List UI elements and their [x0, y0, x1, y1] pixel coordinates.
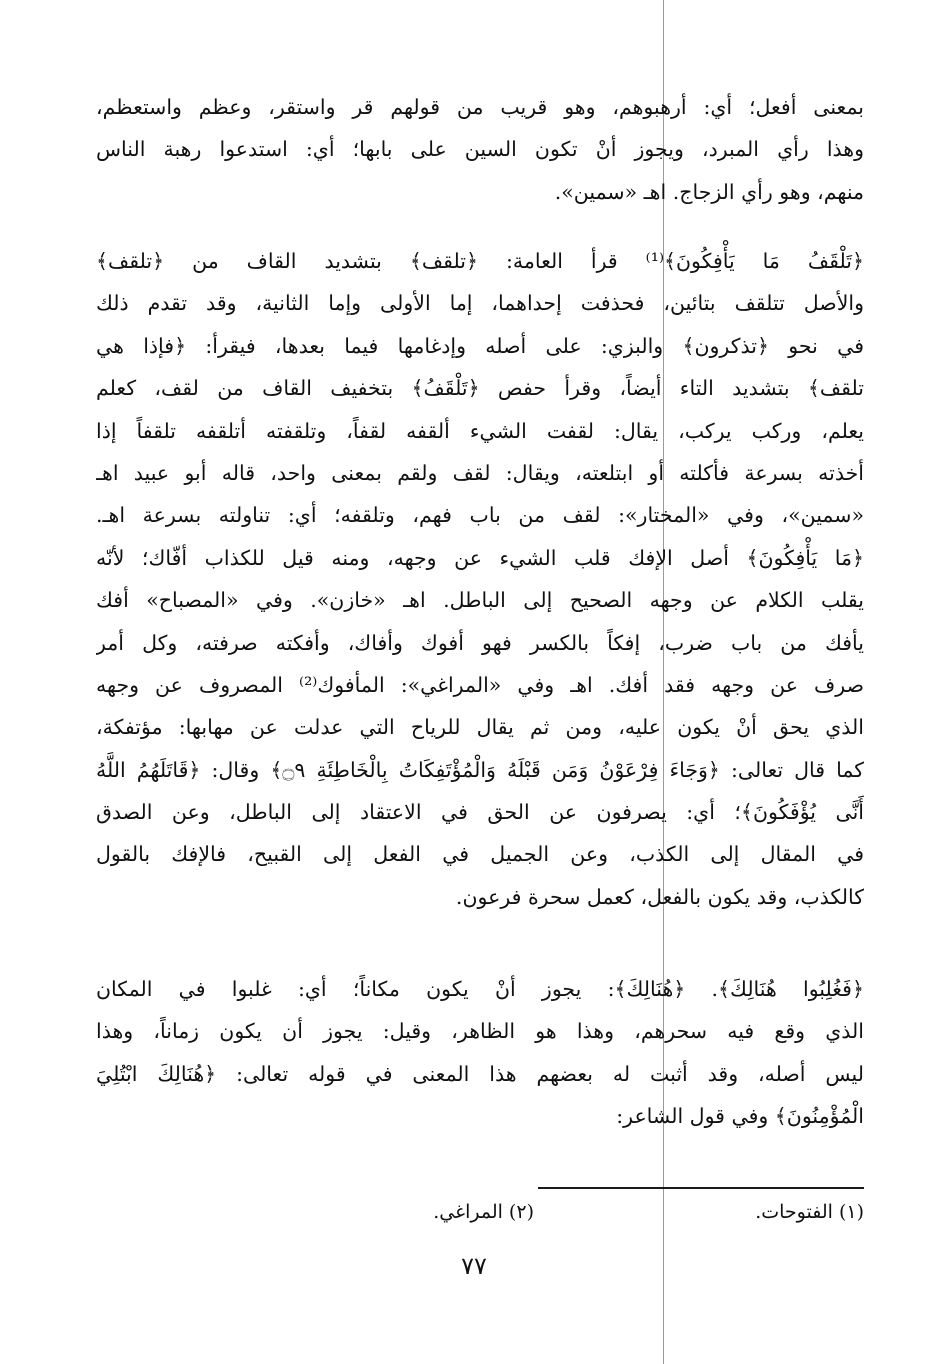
- text-line: يعلم، وركب يركب، يقال: لقفت الشيء ألقفه لقفاً، وتلقفته أتلقفه تلقفاً إذا: [96, 418, 864, 443]
- text-line: ﴿مَا يَأْفِكُونَ﴾ أصل الإفك قلب الشيء عن وجهه، ومنه قيل للكذاب أفّاك؛ لأنّه: [96, 545, 864, 570]
- text-line: الذي يحق أنْ يكون عليه، ومن ثم يقال للرياح التي عدلت عن مهابها: مؤتفكة،: [96, 715, 864, 740]
- text-line: الْمُؤْمِنُونَ﴾ وفي قول الشاعر:: [616, 1104, 864, 1129]
- text-line: ليس أصله، وقد أثبت له بعضهم هذا المعنى في قوله تعالى: ﴿هُنَالِكَ ابْتُلِيَ: [96, 1061, 864, 1086]
- footnote-1: (١) الفتوحات.: [755, 1201, 864, 1223]
- text-line: والأصل تتلقف بتائين، فحذفت إحداهما، إما الأولى وإما الثانية، وقد تقدم ذلك: [96, 291, 864, 316]
- page-number: ٧٧: [461, 1252, 487, 1280]
- text-line: يأفك من باب ضرب، إفكاً بالكسر فهو أفوك وأفاك، وأفكته صرفته، وكل أمر: [96, 630, 864, 655]
- text-line: بمعنى أفعل؛ أي: أرهبوهم، وهو قريب من قولهم قر واستقر، وعظم واستعظم،: [96, 95, 864, 119]
- text-line: في نحو ﴿تذكرون﴾ والبزي: على أصله وإدغامها فيما بعدها، فيقرأ: ﴿فإذا هي: [96, 333, 864, 358]
- text-line: ﴿تَلْقَفُ مَا يَأْفِكُونَ﴾⁽¹⁾ قرأ العامة: ﴿تلقف﴾ بتشديد القاف من ﴿تلقف﴾: [96, 249, 864, 273]
- footnote-2: (٢) المراغي.: [433, 1201, 534, 1223]
- text-line: أخذته بسرعة فأكلته أو ابتلعته، ويقال: لقف ولقم بمعنى واحد، قاله أبو عبيد اهـ: [96, 460, 864, 485]
- footnotes: [96, 1201, 864, 1237]
- paragraph-3: [96, 968, 864, 1138]
- paragraph-2: [96, 240, 864, 918]
- text-line: في المقال إلى الكذب، وعن الجميل في الفعل إلى القبيح، فالإفك بالقول: [96, 842, 864, 867]
- text-line: ﴿فَغُلِبُوا هُنَالِكَ﴾. ﴿هُنَالِكَ﴾: يجوز أنْ يكون مكاناً؛ أي: غلبوا في المكان: [96, 977, 864, 1001]
- text-line: أَنَّى يُؤْفَكُونَ﴾؛ أي: يصرفون عن الحق في الاعتقاد إلى الباطل، وعن الصدق: [96, 800, 864, 825]
- text-line: صرف عن وجهه فقد أفك. اهـ وفي «المراغي»: المأفوك⁽²⁾ المصروف عن وجهه: [96, 672, 864, 697]
- text-line: كالكذب، وقد يكون بالفعل، كعمل سحرة فرعون.: [455, 884, 864, 909]
- footnote-divider: [538, 1187, 864, 1189]
- text-line: يقلب الكلام عن وجهه الصحيح إلى الباطل. اهـ «خازن». وفي «المصباح» أفك: [96, 588, 864, 613]
- text-line: كما قال تعالى: ﴿وَجَاءَ فِرْعَوْنُ وَمَن قَبْلَهُ وَالْمُؤْتَفِكَاتُ بِالْخَاطِئَةِ ۝٩﴾ وقال: ﴿قَاتَلَهُمُ اللَّهُ: [96, 757, 864, 782]
- text-line: تلقف﴾ بتشديد التاء أيضاً، وقرأ حفص ﴿تَلْقَفُ﴾ بتخفيف القاف من لقف، كعلم: [96, 376, 864, 401]
- text-line: منهم، وهو رأي الزجاج. اهـ «سمين».: [554, 179, 864, 204]
- text-line: وهذا رأي المبرد، ويجوز أنْ تكون السين على بابها؛ أي: استدعوا رهبة الناس: [96, 137, 864, 162]
- paragraph-1: [96, 86, 864, 213]
- text-line: «سمين»، وفي «المختار»: لقف من باب فهم، وتلقفه؛ أي: تناولته بسرعة اهـ.: [96, 503, 864, 528]
- text-line: الذي وقع فيه سحرهم، وهذا هو الظاهر، وقيل: يجوز أن يكون زماناً، وهذا: [96, 1019, 864, 1044]
